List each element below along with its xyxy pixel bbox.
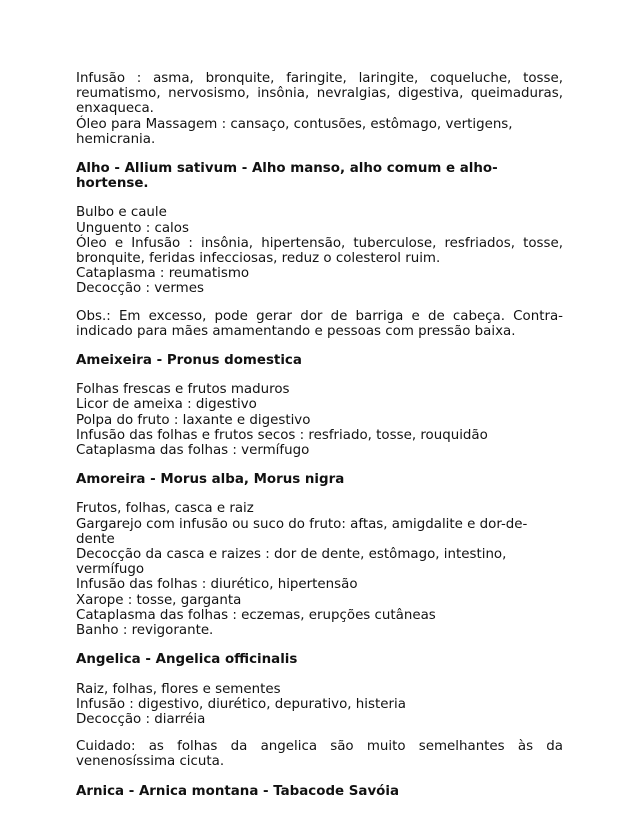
ameixeira-parts: Folhas frescas e frutos maduros	[76, 382, 290, 398]
oleo-massagem-uses: Óleo para Massagem : cansaço, contusões, estômago, vertigens, hemicrania.	[76, 116, 513, 147]
amoreira-banho: Banho : revigorante.	[76, 623, 214, 639]
amoreira-decoccao: Decocção da casca e raizes : dor de dente, estômago, intestino, vermífugo	[76, 547, 507, 578]
angelica-infusao: Infusão : digestivo, diurético, depurativo, histeria	[76, 696, 406, 712]
document-page	[76, 71, 563, 799]
angelica-decoccao: Decocção : diarréia	[76, 711, 206, 727]
alho-decoccao: Decocção : vermes	[76, 281, 204, 297]
amoreira-gargarejo: Gargarejo com infusão ou suco do fruto: aftas, amigdalite e dor-de-dente	[76, 516, 528, 547]
amoreira-parts: Frutos, folhas, casca e raiz	[76, 501, 254, 517]
ameixeira-licor: Licor de ameixa : digestivo	[76, 397, 257, 413]
amoreira-cataplasma: Cataplasma das folhas : eczemas, erupções cutâneas	[76, 607, 436, 623]
heading-angelica: Angelica - Angelica officinalis	[76, 652, 298, 668]
angelica-parts: Raiz, folhas, flores e sementes	[76, 681, 281, 697]
amoreira-infusao: Infusão das folhas : diurético, hipertensão	[76, 577, 358, 593]
alho-parts: Bulbo e caule	[76, 205, 167, 221]
heading-alho: Alho - Allium sativum - Alho manso, alho comum e alho-hortense.	[76, 161, 498, 192]
alho-oleo-infusao: Óleo e Infusão : insônia, hipertensão, tuberculose, resfriados, tosse, bronquite, feridas infecciosas, reduz o colesterol ruim.	[76, 235, 563, 267]
heading-arnica: Arnica - Arnica montana - Tabacode Savóia	[76, 783, 400, 799]
ameixeira-polpa: Polpa do fruto : laxante e digestivo	[76, 412, 311, 428]
heading-amoreira: Amoreira - Morus alba, Morus nigra	[76, 472, 345, 488]
amoreira-xarope: Xarope : tosse, garganta	[76, 592, 242, 608]
alho-unguento: Unguento : calos	[76, 220, 189, 236]
alho-cataplasma: Cataplasma : reumatismo	[76, 266, 250, 282]
heading-ameixeira: Ameixeira - Pronus domestica	[76, 353, 302, 369]
infusao-uses: Infusão : asma, bronquite, faringite, laringite, coqueluche, tosse, reumatismo, nervosismo, insônia, nevralgias, digestiva, queimaduras, enxaqueca.	[76, 71, 563, 117]
ameixeira-infusao: Infusão das folhas e frutos secos : resfriado, tosse, rouquidão	[76, 427, 488, 443]
alho-observation: Obs.: Em excesso, pode gerar dor de barriga e de cabeça. Contra-indicado para mães amamentando e pessoas com pressão baixa.	[76, 308, 563, 339]
angelica-caution: Cuidado: as folhas da angelica são muito semelhantes às da venenosíssima cicuta.	[76, 739, 563, 770]
ameixeira-cataplasma: Cataplasma das folhas : vermífugo	[76, 443, 310, 459]
